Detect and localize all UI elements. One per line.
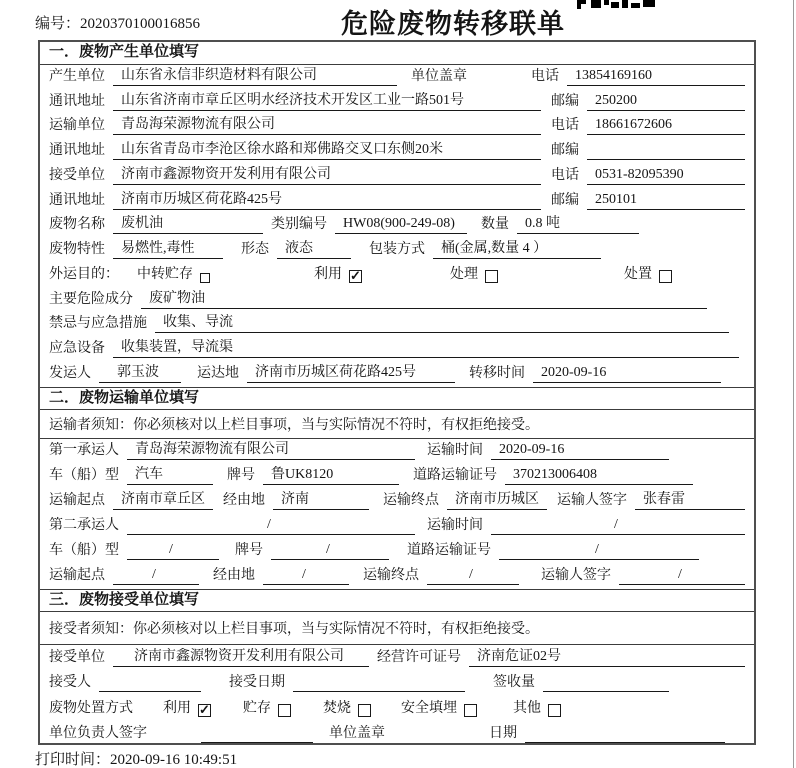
shipper-value: 郭玉波	[99, 364, 181, 383]
transport-time-label: 运输时间	[427, 443, 483, 458]
producer-unit-value: 山东省永信非织造材料有限公司	[113, 67, 397, 86]
phone-label: 电话	[531, 68, 559, 84]
option-label: 其他	[513, 700, 541, 716]
checkbox-icon	[278, 704, 291, 717]
accept-date-label: 接受日期	[229, 675, 285, 690]
road-permit-label: 道路运输证号	[407, 543, 491, 558]
via-label: 经由地	[213, 568, 255, 583]
origin-value: 济南市章丘区	[113, 491, 213, 510]
acceptor-value-empty	[99, 691, 201, 692]
row-transfer-purpose	[40, 263, 754, 288]
row-producer-unit	[40, 65, 754, 90]
section3-notice	[40, 612, 754, 645]
main-hazard-label: 主要危险成分	[49, 291, 133, 307]
zip-label: 邮编	[551, 192, 579, 208]
second-carrier-label: 第二承运人	[49, 518, 119, 533]
zip-label: 邮编	[551, 93, 579, 109]
print-time-label: 打印时间：	[35, 752, 111, 768]
category-code-value: HW08(900-249-08)	[335, 215, 467, 234]
accept-unit-label: 接受单位	[49, 649, 105, 665]
contraindication-label: 禁忌与应急措施	[49, 316, 147, 332]
head-signature-label: 单位负责人签字	[49, 726, 147, 741]
unit-seal-label: 单位盖章	[329, 726, 385, 741]
row-route-1	[40, 489, 754, 514]
print-time	[35, 748, 237, 768]
waste-name-label: 废物名称	[49, 217, 105, 233]
address-value: 山东省青岛市李沧区徐水路和郑佛路交叉口东侧20米	[113, 141, 541, 160]
waste-character-value: 易燃性,毒性	[113, 240, 223, 259]
transport-unit-value: 青岛海荣源物流有限公司	[113, 116, 541, 135]
row-vehicle-1	[40, 464, 754, 489]
checkbox-icon	[464, 704, 477, 717]
first-carrier-value: 青岛海荣源物流有限公司	[127, 441, 415, 460]
road-permit-value: /	[499, 541, 699, 560]
waste-name-value: 废机油	[113, 215, 263, 234]
option-label: 处置	[624, 266, 652, 282]
option-label: 焚烧	[323, 700, 351, 716]
address-label: 通讯地址	[49, 192, 105, 208]
origin-value: /	[113, 566, 199, 585]
second-carrier-value: /	[127, 516, 415, 535]
option-transit-storage	[137, 266, 210, 284]
address-value: 山东省济南市章丘区明水经济技术开发区工业一路501号	[113, 92, 541, 111]
section3-body	[40, 645, 754, 747]
option-label: 处理	[450, 266, 478, 282]
vehicle-type-value: /	[127, 541, 219, 560]
row-emergency-equipment	[40, 337, 754, 362]
plate-number-label: 牌号	[227, 468, 255, 483]
receiver-unit-value: 济南市鑫源物资开发利用有限公司	[113, 166, 541, 185]
transport-unit-label: 运输单位	[49, 118, 105, 134]
zip-label: 邮编	[551, 143, 579, 159]
option-treat	[450, 266, 498, 284]
transport-time-label: 运输时间	[427, 518, 483, 533]
carrier-sign-label: 运输人签字	[541, 568, 611, 583]
serial-label: 编号：	[35, 16, 81, 32]
business-license-label: 经营许可证号	[377, 649, 461, 665]
phone-value: 13854169160	[567, 67, 745, 86]
terminus-label: 运输终点	[383, 493, 439, 508]
serial-value: 2020370100016856	[80, 16, 201, 32]
phone-label: 电话	[551, 118, 579, 134]
section2-body	[40, 439, 754, 589]
row-second-carrier	[40, 514, 754, 539]
row-receiver-unit	[40, 164, 754, 189]
packing-value: 桶(金属,数量 4 ）	[433, 240, 601, 259]
form-state-label: 形态	[241, 242, 269, 258]
plate-number-label: 牌号	[235, 543, 263, 558]
vehicle-type-label: 车（船）型	[49, 543, 119, 558]
vehicle-type-label: 车（船）型	[49, 468, 119, 483]
unit-seal-label: 单位盖章	[411, 68, 467, 84]
print-time-value: 2020-09-16 10:49:51	[110, 752, 238, 768]
checkbox-checked-icon	[198, 704, 211, 717]
address-value: 济南市历城区荷花路425号	[113, 191, 541, 210]
address-label: 通讯地址	[49, 143, 105, 159]
zip-value: 250101	[587, 191, 745, 210]
road-permit-value: 370213006408	[505, 466, 693, 485]
checkbox-icon	[200, 273, 210, 283]
zip-value: 250200	[587, 92, 745, 111]
destination-label: 运达地	[197, 365, 239, 381]
producer-unit-label: 产生单位	[49, 68, 105, 84]
plate-number-value: 鲁UK8120	[263, 466, 399, 485]
accept-unit-value: 济南市鑫源物资开发利用有限公司	[113, 648, 369, 667]
section3-header: 三．废物接受单位填写	[40, 589, 754, 612]
transporter-notice-text: 运输者须知：你必须核对以上栏目事项，当与实际情况不符时，有权拒绝接受。	[49, 418, 539, 433]
origin-label: 运输起点	[49, 493, 105, 508]
row-first-carrier	[40, 439, 754, 464]
via-value: 济南	[273, 491, 369, 510]
carrier-sign-value: 张春雷	[635, 491, 745, 510]
row-route-2	[40, 564, 754, 589]
option-label: 利用	[163, 700, 191, 716]
checkbox-icon	[548, 704, 561, 717]
contraindication-value: 收集、导流	[155, 314, 729, 333]
row-transport-address	[40, 139, 754, 164]
section2-header: 二．废物运输单位填写	[40, 387, 754, 410]
section1-body	[40, 65, 754, 387]
head-signature-value-empty	[201, 742, 313, 743]
first-carrier-label: 第一承运人	[49, 443, 119, 458]
receiver-unit-label: 接受单位	[49, 167, 105, 183]
via-value: /	[263, 566, 349, 585]
quantity-label: 数量	[481, 217, 509, 233]
receipt-quantity-label: 签收量	[493, 675, 535, 690]
vehicle-type-value: 汽车	[127, 466, 213, 485]
checkbox-icon	[358, 704, 371, 717]
address-label: 通讯地址	[49, 93, 105, 109]
row-disposal-method	[40, 696, 754, 722]
checkbox-checked-icon	[349, 270, 362, 283]
option-label: 中转贮存	[137, 266, 193, 282]
section2-notice	[40, 410, 754, 439]
row-vehicle-2	[40, 539, 754, 564]
transport-time-value: 2020-09-16	[491, 441, 669, 460]
page-title: 危险废物转移联单	[341, 9, 565, 39]
date-label: 日期	[489, 726, 517, 741]
option-utilize	[314, 266, 362, 284]
phone-label: 电话	[551, 167, 579, 183]
option-label: 贮存	[243, 700, 271, 716]
accept-date-value-empty	[293, 691, 465, 692]
transfer-form-table	[38, 40, 756, 745]
via-label: 经由地	[223, 493, 265, 508]
form-state-value: 液态	[277, 240, 351, 259]
zip-value-empty	[587, 159, 745, 160]
option-dispose	[624, 266, 672, 284]
receipt-quantity-value-empty	[543, 691, 669, 692]
road-permit-label: 道路运输证号	[413, 468, 497, 483]
section1-header: 一．废物产生单位填写	[40, 42, 754, 65]
phone-value: 0531-82095390	[587, 166, 745, 185]
row-waste-name	[40, 214, 754, 239]
disposal-method-label: 废物处置方式	[49, 700, 133, 716]
row-acceptor	[40, 671, 754, 697]
form-header	[0, 0, 796, 40]
checkbox-icon	[485, 270, 498, 283]
row-producer-address	[40, 90, 754, 115]
transfer-time-value: 2020-09-16	[533, 364, 721, 383]
row-transport-unit	[40, 115, 754, 140]
option-other	[513, 700, 561, 718]
row-shipper	[40, 362, 754, 387]
row-waste-character	[40, 238, 754, 263]
phone-value: 18661672606	[587, 116, 745, 135]
carrier-sign-label: 运输人签字	[557, 493, 627, 508]
terminus-label: 运输终点	[363, 568, 419, 583]
option-label: 利用	[314, 266, 342, 282]
checkbox-icon	[659, 270, 672, 283]
qr-code-fragment-icon	[577, 0, 655, 9]
terminus-value: 济南市历城区	[447, 491, 547, 510]
option-label: 安全填埋	[401, 700, 457, 716]
business-license-value: 济南危证02号	[469, 648, 745, 667]
packing-label: 包装方式	[369, 242, 425, 258]
destination-value: 济南市历城区荷花路425号	[247, 364, 455, 383]
quantity-value: 0.8 吨	[517, 215, 639, 234]
category-code-label: 类别编号	[271, 217, 327, 233]
option-utilize	[163, 700, 211, 718]
transport-time-value: /	[491, 516, 745, 535]
receiver-notice-text: 接受者须知：你必须核对以上栏目事项，当与实际情况不符时，有权拒绝接受。	[49, 622, 539, 637]
terminus-value: /	[427, 566, 519, 585]
row-contraindication	[40, 313, 754, 338]
row-receiver-address	[40, 189, 754, 214]
carrier-sign-value: /	[619, 566, 745, 585]
row-head-signature	[40, 722, 754, 748]
waste-character-label: 废物特性	[49, 242, 105, 258]
option-storage	[243, 700, 291, 718]
main-hazard-value: 废矿物油	[141, 290, 707, 309]
origin-label: 运输起点	[49, 568, 105, 583]
emergency-equipment-value: 收集装置，导流渠	[113, 339, 739, 358]
date-value-empty	[525, 742, 725, 743]
row-main-hazard	[40, 288, 754, 313]
option-incinerate	[323, 700, 371, 718]
row-accept-unit	[40, 645, 754, 671]
emergency-equipment-label: 应急设备	[49, 341, 105, 357]
plate-number-value: /	[271, 541, 389, 560]
transfer-purpose-label: 外运目的：	[49, 266, 119, 282]
option-landfill	[401, 700, 477, 718]
page-edge-line	[793, 0, 794, 768]
shipper-label: 发运人	[49, 365, 91, 381]
transfer-time-label: 转移时间	[469, 365, 525, 381]
acceptor-label: 接受人	[49, 675, 91, 690]
